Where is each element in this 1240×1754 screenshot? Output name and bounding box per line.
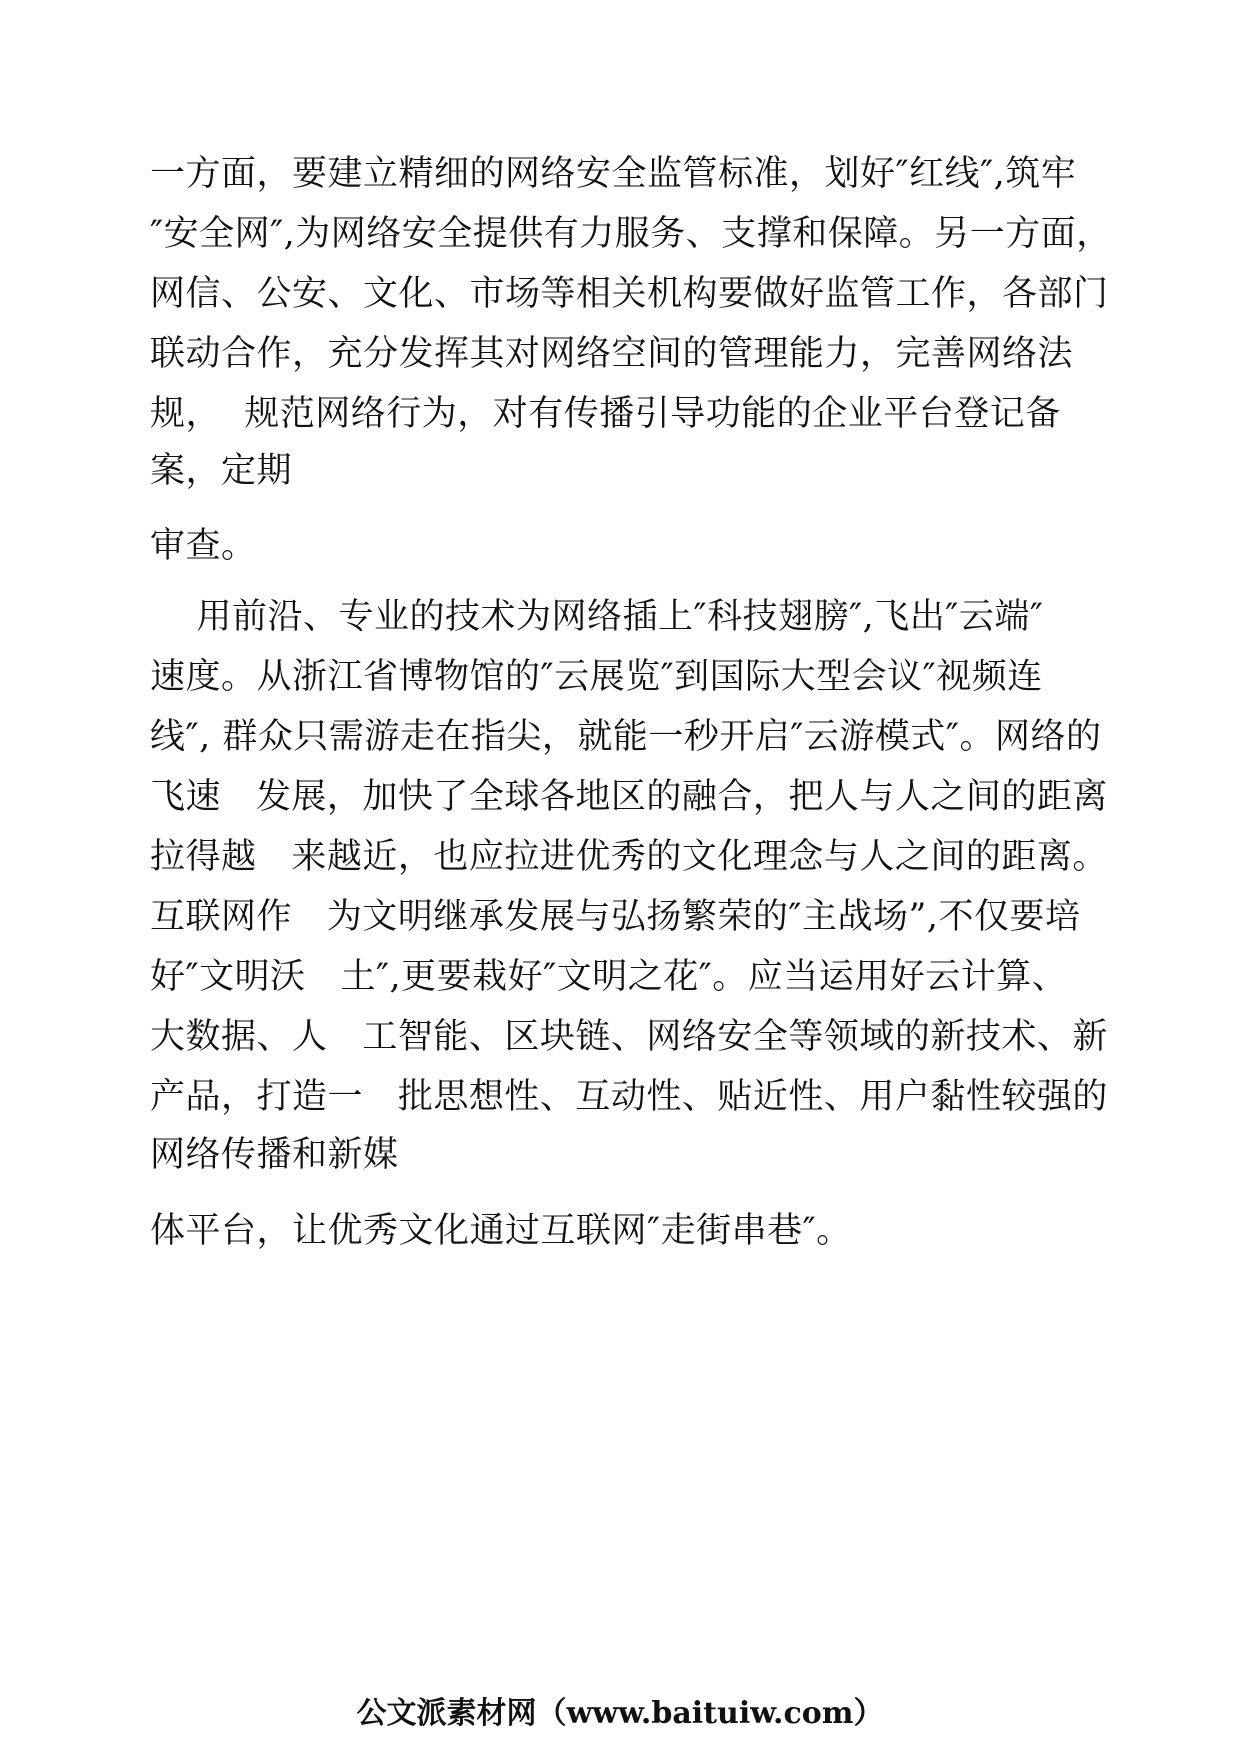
- body-text-line-7: 审查。: [150, 526, 257, 566]
- body-text-line-11: 飞速 发展，加快了全球各地区的融合，把人与人之间的距离: [150, 777, 1108, 817]
- body-text-line-17: 网络传播和新媒: [150, 1135, 399, 1175]
- body-text-line-3: 网信、公安、文化、市场等相关机构要做好监管工作，各部门: [150, 274, 1109, 314]
- body-text-line-18: 体平台，让优秀文化通过互联网″走街串巷″。: [150, 1211, 852, 1251]
- body-text-line-13: 互联网作 为文明继承发展与弘扬繁荣的″主战场”,不仅要培: [150, 897, 1081, 937]
- body-text-line-6: 案，定期: [150, 451, 293, 491]
- body-text-line-10: 线″, 群众只需游走在指尖，就能一秒开启″云游模式″。网络的: [150, 717, 1102, 757]
- body-text-line-15: 大数据、人 工智能、区块链、网络安全等领域的新技术、新: [150, 1017, 1108, 1057]
- body-text-line-4: 联动合作，充分发挥其对网络空间的管理能力，完善网络法: [150, 334, 1074, 374]
- body-text-line-16: 产品，打造一 批思想性、互动性、贴近性、用户黏性较强的: [150, 1077, 1108, 1117]
- body-text-line-2: ″安全网″,为网络安全提供有力服务、支撑和保障。另一方面，: [150, 214, 1112, 254]
- body-text-line-8: 用前沿、专业的技术为网络插上″科技翅膀″,飞出″云端″: [150, 597, 1044, 637]
- body-text-line-12: 拉得越 来越近，也应拉进优秀的文化理念与人之间的距离。: [150, 837, 1108, 877]
- footer-watermark: 公文派素材网（www.baituiw.com）: [356, 1696, 884, 1731]
- body-text-line-5: 规， 规范网络行为，对有传播引导功能的企业平台登记备: [150, 394, 1061, 434]
- body-text-line-14: 好″文明沃 土″,更要栽好″文明之花″。应当运用好云计算、: [150, 957, 1068, 997]
- body-text-line-1: 一方面，要建立精细的网络安全监管标准，划好″红线″,筑牢: [150, 154, 1077, 194]
- body-text-line-9: 速度。从浙江省博物馆的″云展览″到国际大型会议″视频连: [150, 657, 1043, 697]
